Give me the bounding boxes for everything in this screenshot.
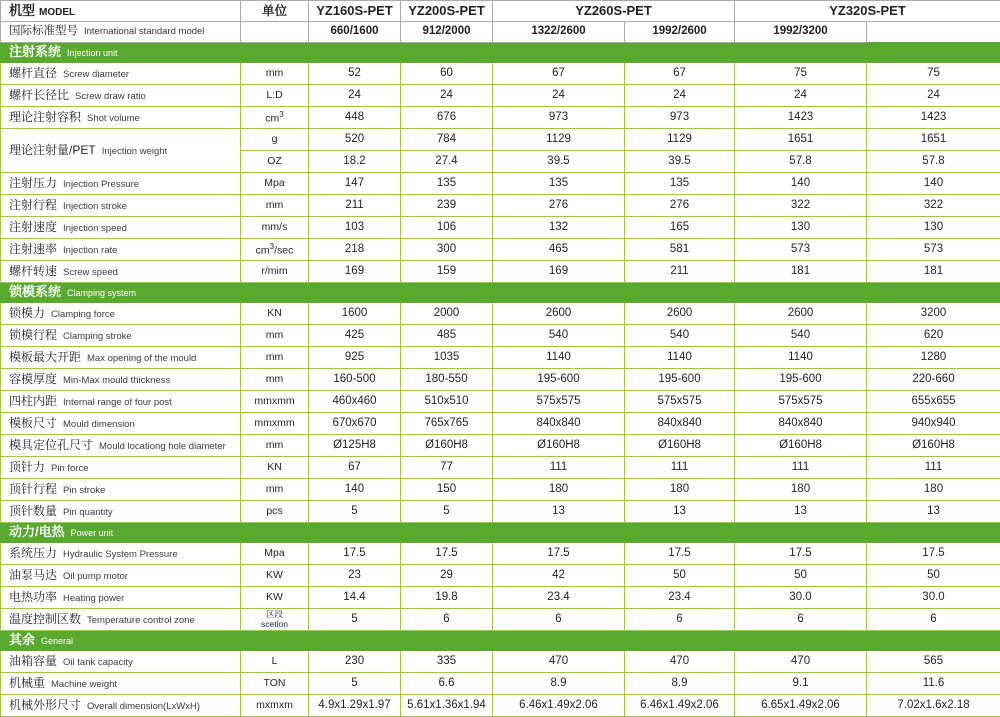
row-value: 276 — [625, 195, 735, 217]
row-value: 9.1 — [735, 673, 867, 695]
row-value: 75 — [735, 63, 867, 85]
row-value: 540 — [493, 325, 625, 347]
row-value: 111 — [625, 457, 735, 479]
row-value: 540 — [735, 325, 867, 347]
row-value: 111 — [867, 457, 1000, 479]
unit-cell: Mpa — [241, 173, 309, 195]
row-value: 39.5 — [625, 151, 735, 173]
row-value: 5 — [309, 673, 401, 695]
row-value: Ø160H8 — [735, 435, 867, 457]
row-value: 573 — [867, 239, 1000, 261]
row-value: 169 — [493, 261, 625, 283]
row-value: 8.9 — [493, 673, 625, 695]
row-label: 注射行程 Injection stroke — [1, 195, 241, 217]
row-value: 23 — [309, 565, 401, 587]
unit-cell: pcs — [241, 501, 309, 523]
row-value: Ø160H8 — [401, 435, 493, 457]
section-header-row — [1, 43, 1000, 63]
unit-cell: KN — [241, 303, 309, 325]
row-value: 13 — [625, 501, 735, 523]
row-value: 5.61x1.36x1.94 — [401, 695, 493, 717]
row-value: 27.4 — [401, 151, 493, 173]
standard-model-value: 912/2000 — [401, 22, 493, 43]
row-value: 322 — [735, 195, 867, 217]
row-value: 67 — [309, 457, 401, 479]
row-value: 510x510 — [401, 391, 493, 413]
table-row — [1, 195, 1000, 217]
row-value: 42 — [493, 565, 625, 587]
row-label: 理论注射量/PET Injection weight — [1, 129, 241, 173]
row-label: 四柱内距 Internal range of four post — [1, 391, 241, 413]
row-value: 180 — [735, 479, 867, 501]
unit-cell: $cm^3$ — [241, 107, 309, 129]
row-value: 6 — [735, 609, 867, 631]
row-value: 147 — [309, 173, 401, 195]
table-row — [1, 479, 1000, 501]
row-label: 油泵马达 Oil pump motor — [1, 565, 241, 587]
row-value: 211 — [309, 195, 401, 217]
row-value: 11.6 — [867, 673, 1000, 695]
table-row — [1, 391, 1000, 413]
row-value: 6 — [625, 609, 735, 631]
row-value: Ø160H8 — [625, 435, 735, 457]
row-value: 135 — [625, 173, 735, 195]
unit-cell: L — [241, 651, 309, 673]
row-value: 159 — [401, 261, 493, 283]
row-value: 57.8 — [735, 151, 867, 173]
row-value: 23.4 — [493, 587, 625, 609]
row-value: Ø125H8 — [309, 435, 401, 457]
row-value: 840x840 — [493, 413, 625, 435]
row-value: 132 — [493, 217, 625, 239]
row-value: 1651 — [867, 129, 1000, 151]
row-value: 24 — [625, 85, 735, 107]
unit-cell: mm/s — [241, 217, 309, 239]
row-value: 7.02x1.6x2.18 — [867, 695, 1000, 717]
row-value: 540 — [625, 325, 735, 347]
row-value: 180 — [625, 479, 735, 501]
standard-model-unit — [241, 22, 309, 43]
row-value: 135 — [493, 173, 625, 195]
row-value: 335 — [401, 651, 493, 673]
unit-cell: mxmxm — [241, 695, 309, 717]
table-row — [1, 261, 1000, 283]
row-value: 57.8 — [867, 151, 1000, 173]
standard-model-value: 1992/2600 — [625, 22, 735, 43]
row-value: 75 — [867, 63, 1000, 85]
row-value: 14.4 — [309, 587, 401, 609]
row-value: 6.46x1.49x2.06 — [625, 695, 735, 717]
row-value: 565 — [867, 651, 1000, 673]
row-value: 1129 — [493, 129, 625, 151]
table-row — [1, 129, 1000, 151]
row-value: 106 — [401, 217, 493, 239]
table-row — [1, 303, 1000, 325]
standard-model-value: 1322/2600 — [493, 22, 625, 43]
row-value: 50 — [867, 565, 1000, 587]
row-value: 448 — [309, 107, 401, 129]
row-label: 螺杆长径比 Screw draw ratio — [1, 85, 241, 107]
row-value: 470 — [625, 651, 735, 673]
table-row — [1, 63, 1000, 85]
table-row — [1, 413, 1000, 435]
row-value: 2600 — [493, 303, 625, 325]
row-value: 230 — [309, 651, 401, 673]
row-value: 39.5 — [493, 151, 625, 173]
header-model-cell: 机型 MODEL — [1, 1, 241, 22]
table-row — [1, 347, 1000, 369]
row-value: 24 — [401, 85, 493, 107]
table-row — [1, 501, 1000, 523]
row-value: 973 — [625, 107, 735, 129]
standard-model-row — [1, 22, 1000, 43]
section-title: 动力/电热 Power unit — [1, 523, 1000, 543]
unit-cell: mm — [241, 369, 309, 391]
row-value: 23.4 — [625, 587, 735, 609]
unit-cell: KW — [241, 565, 309, 587]
unit-cell: r/mim — [241, 261, 309, 283]
row-value: 181 — [735, 261, 867, 283]
row-label: 理论注射容积 Shot volume — [1, 107, 241, 129]
row-label: 注射压力 Injection Pressure — [1, 173, 241, 195]
row-value: 485 — [401, 325, 493, 347]
table-row — [1, 173, 1000, 195]
row-value: 160-500 — [309, 369, 401, 391]
row-value: 1035 — [401, 347, 493, 369]
table-row — [1, 695, 1000, 717]
row-value: 581 — [625, 239, 735, 261]
row-value: 130 — [867, 217, 1000, 239]
unit-cell: KW — [241, 587, 309, 609]
row-value: 575x575 — [625, 391, 735, 413]
row-value: 181 — [867, 261, 1000, 283]
row-value: 1600 — [309, 303, 401, 325]
row-value: 24 — [493, 85, 625, 107]
row-value: 50 — [735, 565, 867, 587]
unit-cell: mmxmm — [241, 413, 309, 435]
unit-cell: TON — [241, 673, 309, 695]
row-value: 655x655 — [867, 391, 1000, 413]
row-value: 77 — [401, 457, 493, 479]
row-value: 140 — [309, 479, 401, 501]
row-value: 2600 — [735, 303, 867, 325]
row-value: 18.2 — [309, 151, 401, 173]
row-value: 1129 — [625, 129, 735, 151]
row-value: 425 — [309, 325, 401, 347]
row-value: 30.0 — [867, 587, 1000, 609]
row-value: 29 — [401, 565, 493, 587]
row-value: 17.5 — [625, 543, 735, 565]
row-value: 465 — [493, 239, 625, 261]
row-label: 油箱容量 Oil tank capacity — [1, 651, 241, 673]
row-label: 顶针数量 Pin quantity — [1, 501, 241, 523]
row-value: 470 — [735, 651, 867, 673]
row-value: 17.5 — [735, 543, 867, 565]
row-value: 24 — [867, 85, 1000, 107]
row-value: 111 — [735, 457, 867, 479]
unit-cell: mmxmm — [241, 391, 309, 413]
row-label: 温度控制区数 Temperature control zone — [1, 609, 241, 631]
row-label: 注射速度 Injection speed — [1, 217, 241, 239]
row-value: 150 — [401, 479, 493, 501]
row-value: 6.46x1.49x2.06 — [493, 695, 625, 717]
table-row — [1, 325, 1000, 347]
table-row — [1, 673, 1000, 695]
unit-cell: Mpa — [241, 543, 309, 565]
standard-model-label: 国际标准型号 International standard model — [1, 22, 241, 43]
row-value: 24 — [735, 85, 867, 107]
row-value: 211 — [625, 261, 735, 283]
row-value: 6 — [493, 609, 625, 631]
row-value: 130 — [735, 217, 867, 239]
row-value: 520 — [309, 129, 401, 151]
row-value: 239 — [401, 195, 493, 217]
table-row — [1, 587, 1000, 609]
row-value: 140 — [867, 173, 1000, 195]
row-value: 67 — [625, 63, 735, 85]
row-value: 180-550 — [401, 369, 493, 391]
row-label: 顶针力 Pin force — [1, 457, 241, 479]
unit-cell: mm — [241, 63, 309, 85]
header-unit-cell: 单位 — [241, 1, 309, 22]
row-value: 276 — [493, 195, 625, 217]
row-value: 220-660 — [867, 369, 1000, 391]
row-value: 6 — [867, 609, 1000, 631]
unit-cell: mm — [241, 435, 309, 457]
row-label: 锁模力 Clamping force — [1, 303, 241, 325]
header-model-yz320s: YZ320S-PET — [735, 1, 1000, 22]
row-label: 电热功率 Heating power — [1, 587, 241, 609]
row-label: 锁模行程 Clamping stroke — [1, 325, 241, 347]
row-value: 50 — [625, 565, 735, 587]
row-value: 60 — [401, 63, 493, 85]
row-value: 3200 — [867, 303, 1000, 325]
row-value: 1651 — [735, 129, 867, 151]
row-label: 机械外形尺寸 Overall dimension(LxWxH) — [1, 695, 241, 717]
row-value: 1140 — [625, 347, 735, 369]
row-value: 6 — [401, 609, 493, 631]
row-value: 2600 — [625, 303, 735, 325]
unit-cell: $cm^3/\sec$ — [241, 239, 309, 261]
unit-cell: mm — [241, 347, 309, 369]
row-value: 840x840 — [625, 413, 735, 435]
unit-cell: L:D — [241, 85, 309, 107]
row-value: 24 — [309, 85, 401, 107]
row-label: 容模厚度 Min-Max mould thickness — [1, 369, 241, 391]
row-value: 5 — [309, 501, 401, 523]
table-row — [1, 609, 1000, 631]
unit-cell: mm — [241, 325, 309, 347]
row-value: Ø160H8 — [493, 435, 625, 457]
table-row — [1, 369, 1000, 391]
row-value: 8.9 — [625, 673, 735, 695]
row-value: 670x670 — [309, 413, 401, 435]
row-value: 13 — [493, 501, 625, 523]
header-model-yz200s: YZ200S-PET — [401, 1, 493, 22]
unit-cell: OZ — [241, 151, 309, 173]
row-label: 螺杆直径 Screw diameter — [1, 63, 241, 85]
row-value: 103 — [309, 217, 401, 239]
header-model-yz260s: YZ260S-PET — [493, 1, 735, 22]
row-value: 165 — [625, 217, 735, 239]
table-header-row — [1, 1, 1000, 22]
row-label: 模板最大开距 Max opening of the mould — [1, 347, 241, 369]
row-label: 模具定位孔尺寸 Mould locationg hole diameter — [1, 435, 241, 457]
row-value: 6.65x1.49x2.06 — [735, 695, 867, 717]
row-value: 195-600 — [625, 369, 735, 391]
row-value: 1280 — [867, 347, 1000, 369]
row-value: 67 — [493, 63, 625, 85]
table-row — [1, 85, 1000, 107]
section-header-row — [1, 631, 1000, 651]
header-model-yz160s: YZ160S-PET — [309, 1, 401, 22]
row-label: 机械重 Machine weight — [1, 673, 241, 695]
row-value: 322 — [867, 195, 1000, 217]
row-value: 19.8 — [401, 587, 493, 609]
section-title: 其余 General — [1, 631, 1000, 651]
row-value: 620 — [867, 325, 1000, 347]
row-value: 925 — [309, 347, 401, 369]
row-value: 140 — [735, 173, 867, 195]
row-value: 52 — [309, 63, 401, 85]
row-value: 135 — [401, 173, 493, 195]
table-row — [1, 217, 1000, 239]
row-value: 460x460 — [309, 391, 401, 413]
row-value: 784 — [401, 129, 493, 151]
row-value: 5 — [401, 501, 493, 523]
row-value: 1423 — [735, 107, 867, 129]
row-value: 218 — [309, 239, 401, 261]
row-value: 676 — [401, 107, 493, 129]
row-value: 300 — [401, 239, 493, 261]
row-value: 575x575 — [493, 391, 625, 413]
row-value: 111 — [493, 457, 625, 479]
row-value: 17.5 — [309, 543, 401, 565]
row-label: 注射速率 Injection rate — [1, 239, 241, 261]
row-value: 940x940 — [867, 413, 1000, 435]
row-value: 1423 — [867, 107, 1000, 129]
table-row — [1, 543, 1000, 565]
unit-cell: mm — [241, 195, 309, 217]
row-value: 573 — [735, 239, 867, 261]
row-value: 17.5 — [401, 543, 493, 565]
row-value: 13 — [867, 501, 1000, 523]
row-value: 575x575 — [735, 391, 867, 413]
unit-cell: g — [241, 129, 309, 151]
table-row — [1, 457, 1000, 479]
row-value: 973 — [493, 107, 625, 129]
section-title: 注射系统 Injection unit — [1, 43, 1000, 63]
row-value: 840x840 — [735, 413, 867, 435]
row-value: 765x765 — [401, 413, 493, 435]
unit-cell: mm — [241, 479, 309, 501]
unit-cell: 区段 scetion — [241, 609, 309, 631]
row-label: 系统压力 Hydraulic System Pressure — [1, 543, 241, 565]
unit-cell: KN — [241, 457, 309, 479]
row-value: 17.5 — [493, 543, 625, 565]
section-header-row — [1, 283, 1000, 303]
standard-model-value: 660/1600 — [309, 22, 401, 43]
row-value: 169 — [309, 261, 401, 283]
row-value: 195-600 — [735, 369, 867, 391]
row-label: 螺杆转速 Screw speed — [1, 261, 241, 283]
row-value: 470 — [493, 651, 625, 673]
section-title: 锁模系统 Clamping system — [1, 283, 1000, 303]
row-value: 4.9x1.29x1.97 — [309, 695, 401, 717]
table-row — [1, 107, 1000, 129]
row-value: 6.6 — [401, 673, 493, 695]
standard-model-value: 1992/3200 — [735, 22, 867, 43]
row-value: 180 — [493, 479, 625, 501]
row-value: Ø160H8 — [867, 435, 1000, 457]
table-row — [1, 435, 1000, 457]
row-value: 2000 — [401, 303, 493, 325]
row-value: 30.0 — [735, 587, 867, 609]
row-value: 13 — [735, 501, 867, 523]
row-value: 17.5 — [867, 543, 1000, 565]
table-row — [1, 651, 1000, 673]
row-value: 1140 — [735, 347, 867, 369]
row-label: 顶针行程 Pin stroke — [1, 479, 241, 501]
row-value: 1140 — [493, 347, 625, 369]
row-value: 180 — [867, 479, 1000, 501]
row-label: 模板尺寸 Mould dimension — [1, 413, 241, 435]
table-row — [1, 239, 1000, 261]
row-value: 5 — [309, 609, 401, 631]
row-value: 195-600 — [493, 369, 625, 391]
section-header-row — [1, 523, 1000, 543]
table-row — [1, 565, 1000, 587]
